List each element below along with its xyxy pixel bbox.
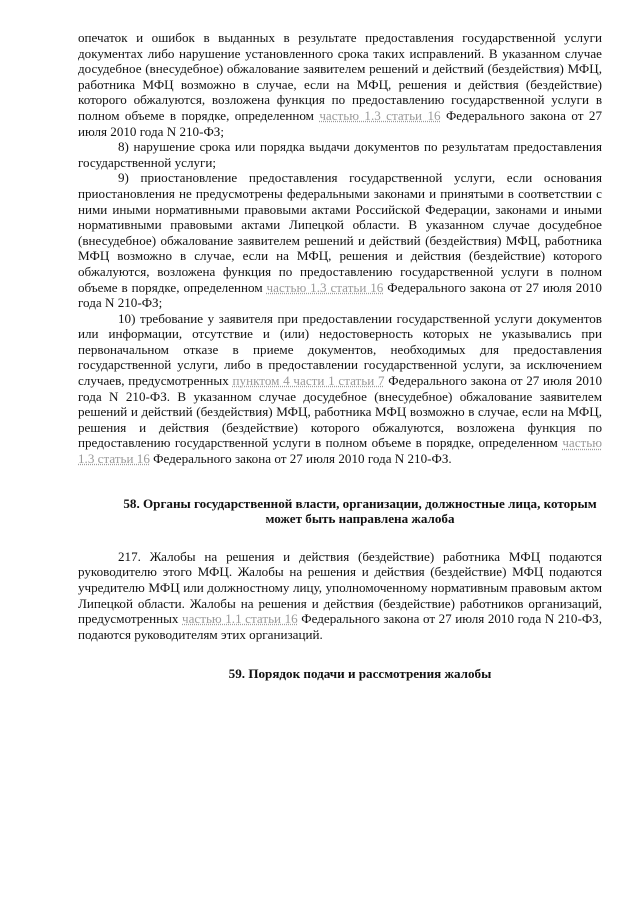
paragraph-item-10 — [78, 311, 602, 467]
paragraph-item-9 — [78, 170, 602, 310]
law-reference-link[interactable]: частью 1.3 статьи 16 — [319, 107, 441, 123]
paragraph-217 — [78, 549, 602, 643]
law-reference-link[interactable]: частью 1.3 статьи 16 — [78, 435, 602, 467]
section-heading-58: 58. Органы государственной власти, организации, должностные лица, которым может быть направлена жалоба — [123, 495, 597, 527]
text: 217. Жалобы на решения и действия (бездействие) работника МФЦ подаются руководителю этого МФЦ. Жалобы на решения и действия (бездействие) МФЦ подаются учредителю МФЦ или должностному лицу, уполномоченному нормативным правовым актом Липецкой области. Жалобы на решения и действия (бездействие) работников организаций, предусмотренных — [78, 548, 602, 627]
section-heading-59: 59. Порядок подачи и рассмотрения жалобы — [228, 666, 492, 682]
text: Федерального закона от 27 июля 2010 года N 210-ФЗ, подаются руководителям этих организаций. — [78, 611, 602, 642]
text: Федерального закона от 27 июля 2010 года N 210-ФЗ. — [149, 451, 452, 467]
law-reference-link[interactable]: частью 1.1 статьи 16 — [182, 611, 298, 627]
text: Федерального закона от 27 июля 2010 года N 210-ФЗ. В указанном случае досудебное (внесудебное) обжалование заявителем решений и действий (бездействия) МФЦ, работника МФЦ возможно в случае, если на МФЦ, решения и действия (бездействие) которого обжалуются, возложена функция по предоставлению государственной услуги в полном объеме в порядке, определенном — [78, 373, 603, 451]
text: Федерального закона от 27 июля 2010 года N 210-ФЗ; — [78, 279, 602, 311]
text: 10) требование у заявителя при предоставлении государственной услуги документов или информации, отсутствие и (или) недостоверность которых не указывались при первоначальном отказе в приеме документов, необходимых для предоставления государственной услуги, либо в предоставлении государственной услуги, за исключением случаев, предусмотренных — [78, 310, 602, 389]
law-reference-link[interactable]: частью 1.3 статьи 16 — [266, 279, 384, 295]
text: Федерального закона от 27 июля 2010 года N 210-ФЗ; — [78, 107, 602, 139]
paragraph-item-8: 8) нарушение срока или порядка выдачи документов по результатам предоставления государственной услуги; — [78, 139, 602, 170]
text: 9) приостановление предоставления государственной услуги, если основания приостановления не предусмотрены федеральными законами и принятыми в соответствии с ними иными нормативными правовыми актами Российской Федерации, законами и иными нормативными правовыми актами Липецкой области. В указанном случае досудебное (внесудебное) обжалование заявителем решений и действий (бездействия) МФЦ, работника МФЦ возможно в случае, если на МФЦ, решения и действия (бездействие) которого обжалуются, возложена функция по предоставлению государственной услуги в полном объеме в порядке, определенном — [78, 170, 602, 295]
text: опечаток и ошибок в выданных в результате предоставления государственной услуги документах либо нарушение установленного срока таких исправлений. В указанном случае досудебное (внесудебное) обжалование заявителем решений и действий (бездействия) МФЦ, работника МФЦ возможно в случае, если на МФЦ, решения и действия (бездействие) которого обжалуются, возложена функция по предоставлению государственной услуги в полном объеме в порядке, определенном — [78, 30, 602, 123]
law-reference-link[interactable]: пунктом 4 части 1 статьи 7 — [232, 373, 385, 389]
document-page — [78, 30, 602, 682]
paragraph-continuation — [78, 30, 602, 139]
